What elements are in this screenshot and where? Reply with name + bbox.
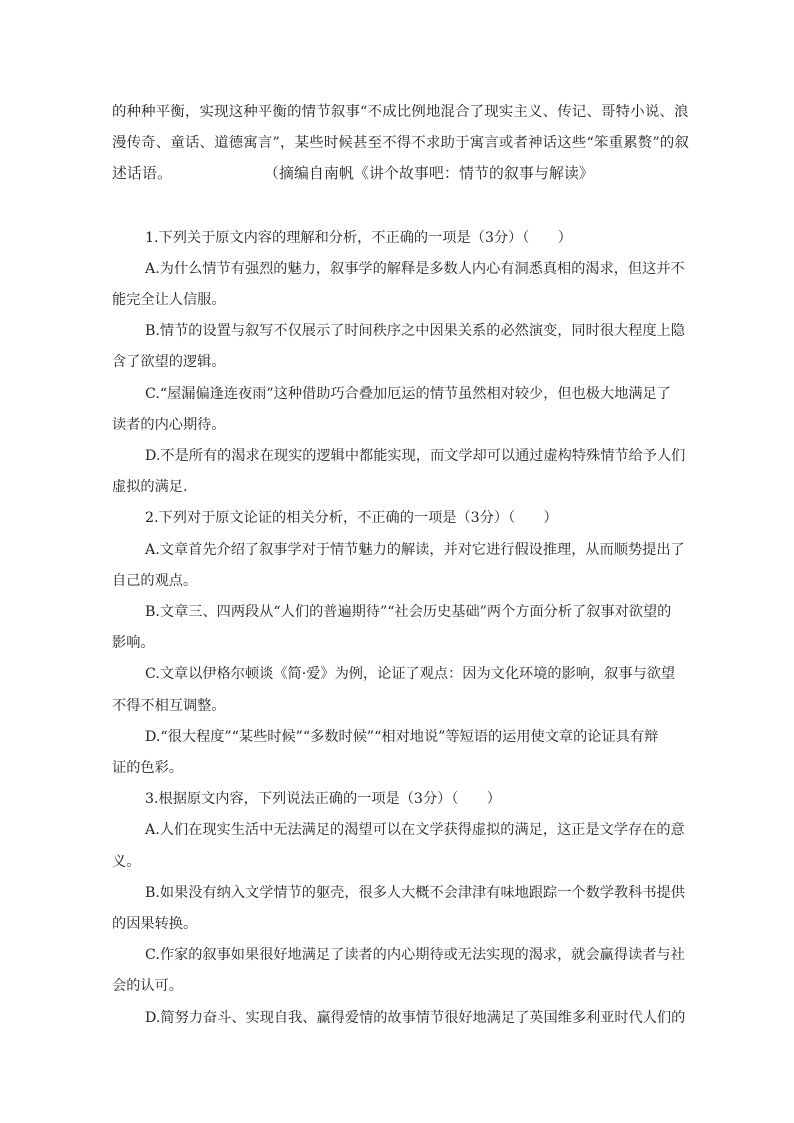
question-3-option-a: A.人们在现实生活中无法满足的渴望可以在文学获得虚拟的满足，这正是文学存在的意 [145, 822, 685, 838]
question-2-stem: 2.下列对于原文论证的相关分析，不正确的一项是（3分）（ ） [145, 510, 558, 526]
question-2-option-d-cont: 证的色彩。 [112, 760, 183, 776]
question-2-option-a: A.文章首先介绍了叙事学对于情节魅力的解读，并对它进行假设推理，从而顺势提出了 [145, 542, 685, 558]
source-citation: （摘编自南帆《讲个故事吧：情节的叙事与解读》 [264, 165, 594, 182]
question-1-stem: 1.下列关于原文内容的理解和分析，不正确的一项是（3分）（ ） [145, 230, 572, 246]
question-2-option-a-cont: 自己的观点。 [112, 573, 198, 589]
question-2-option-d: D.“很大程度”“某些时候”“多数时候”“相对地说”等短语的运用使文章的论证具有辩 [145, 729, 659, 745]
question-3-stem: 3.根据原文内容，下列说法正确的一项是（3分）（ ） [145, 791, 501, 807]
question-3-option-c: C.作家的叙事如果很好地满足了读者的内心期待或无法实现的渴求，就会赢得读者与社 [145, 947, 685, 963]
question-3-option-c-cont: 会的认可。 [112, 978, 183, 994]
question-1-option-a-cont: 能完全让人信服。 [112, 292, 226, 308]
question-2-option-b-cont: 影响。 [112, 635, 155, 651]
question-1-option-b: B.情节的设置与叙写不仅展示了时间秩序之中因果关系的必然演变，同时很大程度上隐 [145, 323, 685, 339]
question-1-option-a: A.为什么情节有强烈的魅力，叙事学的解释是多数人内心有洞悉真相的渴求，但这并不 [145, 261, 685, 277]
question-1-option-d: D.不是所有的渴求在现实的逻辑中都能实现，而文学却可以通过虚构特殊情节给予人们 [145, 448, 686, 464]
question-1-option-c: C.“屋漏偏逢连夜雨”这种借助巧合叠加厄运的情节虽然相对较少，但也极大地满足了 [145, 386, 671, 402]
question-1-option-b-cont: 含了欲望的逻辑。 [112, 354, 226, 370]
question-2-option-c: C.文章以伊格尔顿谈《简·爱》为例，论证了观点：因为文化环境的影响，叙事与欲望 [145, 666, 676, 682]
question-2-option-c-cont: 不得不相互调整。 [112, 698, 226, 714]
question-1-option-d-cont: 虚拟的满足. [112, 479, 188, 495]
question-3-option-a-cont: 义。 [112, 854, 141, 870]
intro-line-3 [112, 164, 594, 184]
question-3-option-d: D.简努力奋斗、实现自我、赢得爱情的故事情节很好地满足了英国维多利亚时代人们的 [145, 1010, 686, 1026]
question-1-option-c-cont: 读者的内心期待。 [112, 417, 226, 433]
intro-line-3-text: 述话语。 [112, 165, 172, 182]
question-3-option-b-cont: 的因果转换。 [112, 916, 198, 932]
question-2-option-b: B.文章三、四两段从“人们的普遍期待”“社会历史基础”两个方面分析了叙事对欲望的 [145, 604, 672, 620]
intro-line-2: 漫传奇、童话、道德寓言”，某些时候甚至不得不求助于寓言或者神话这些“笨重累赘”的叙 [112, 135, 690, 151]
question-3-option-b: B.如果没有纳入文学情节的躯壳，很多人大概不会津津有味地跟踪一个数学教科书提供 [145, 885, 685, 901]
intro-line-1: 的种种平衡，实现这种平衡的情节叙事“不成比例地混合了现实主义、传记、哥特小说、浪 [112, 104, 689, 120]
